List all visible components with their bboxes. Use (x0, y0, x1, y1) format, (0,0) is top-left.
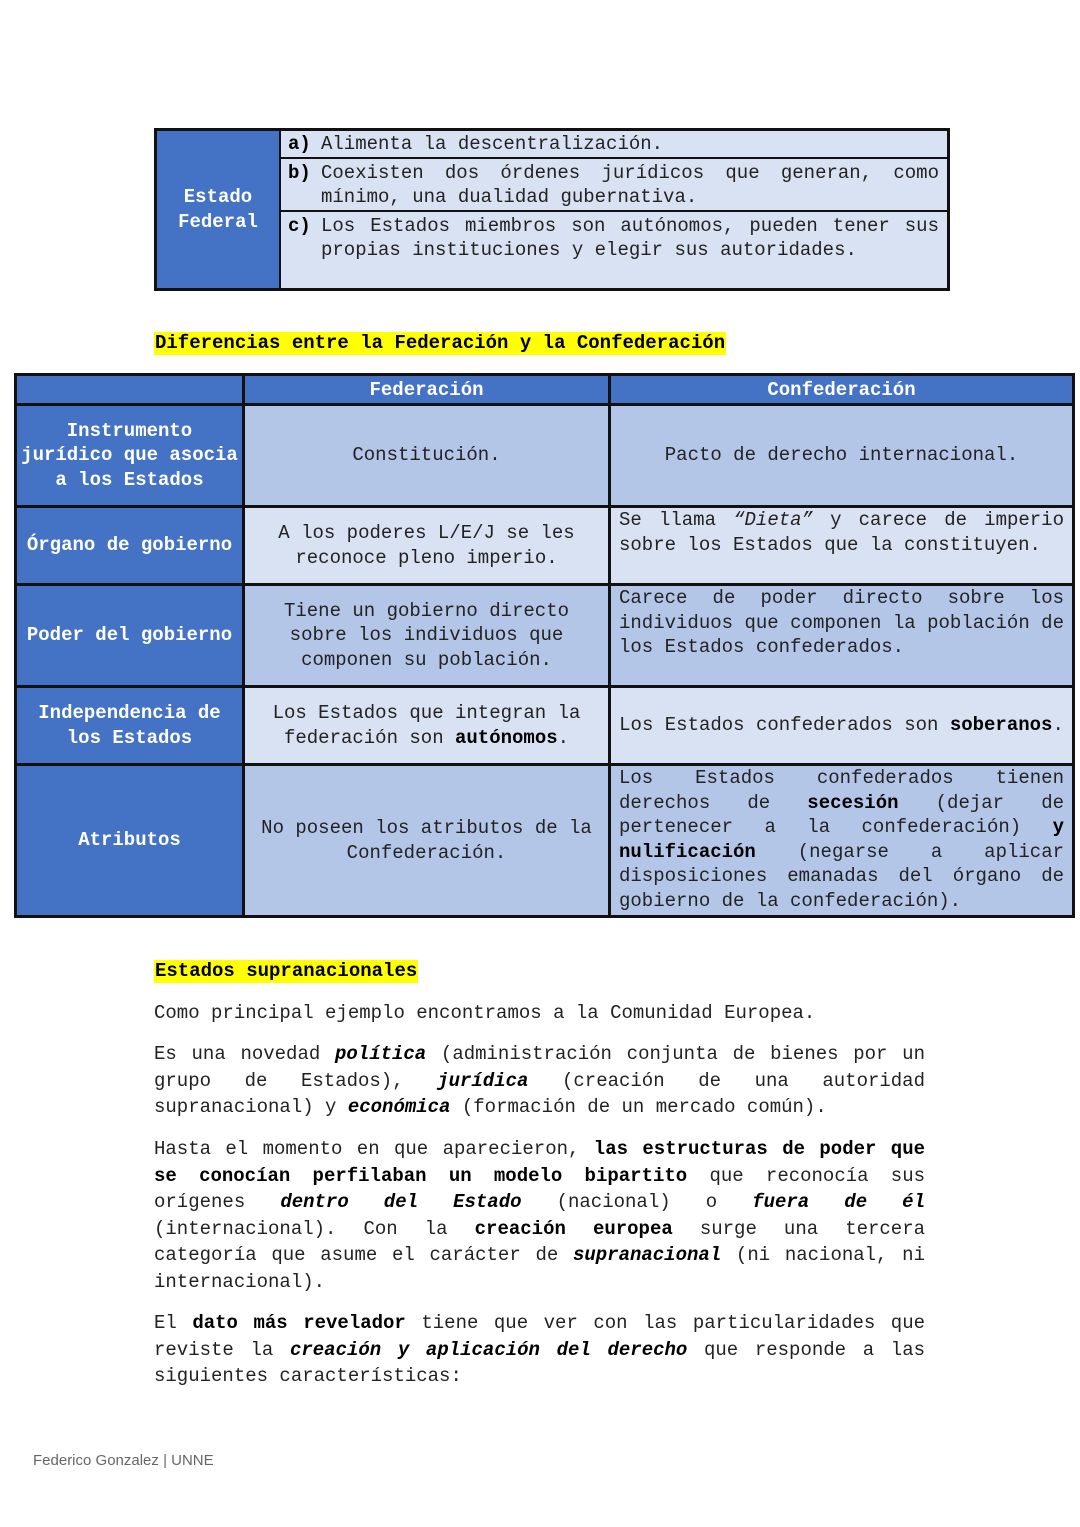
text-run-secesion: secesión (807, 791, 899, 814)
table-row (16, 585, 1074, 687)
supranacionales-heading: Estados supranacionales (155, 960, 418, 982)
text-run-fuera-de-el: fuera de él (752, 1191, 925, 1213)
federacion-cell: Tiene un gobierno directo sobre los individuos que componen su población. (244, 585, 610, 687)
estado-federal-header (156, 130, 281, 290)
text-run: . (1052, 714, 1064, 737)
confederacion-cell (610, 687, 1074, 765)
confederacion-cell (610, 765, 1074, 917)
text-run: y carece de imperio sobre los Estados que la constituyen. (619, 509, 1064, 556)
item-text: Los Estados miembros son autónomos, pueden tener sus propias instituciones y elegir sus autoridades. (321, 214, 939, 261)
federacion-cell: No poseen los atributos de la Confederación. (244, 765, 610, 917)
text-run: (nacional) o (521, 1191, 753, 1213)
text-run: surge una tercera categoría que asume el carácter de (154, 1217, 926, 1266)
row-label-atributos: Atributos (16, 765, 244, 917)
table-row (16, 507, 1074, 585)
text-run: (creación de una autoridad supranacional) y (154, 1069, 925, 1118)
text-run-economica: económica (347, 1096, 451, 1118)
table-row (16, 687, 1074, 765)
item-letter: a) (288, 133, 311, 155)
paragraph-3 (154, 1136, 925, 1295)
federacion-cell (244, 687, 610, 765)
text-run-creacion-derecho: creación y aplicación del derecho (289, 1338, 688, 1361)
text-run-nulificacion: nulificación (619, 840, 756, 863)
diferencias-heading: Diferencias entre la Federación y la Confederación (155, 332, 726, 354)
column-header-confederacion: Confederación (610, 375, 1074, 405)
estado-federal-table (154, 128, 950, 291)
text-run-estructuras: las estructuras de poder que se conocían perfilaban un modelo bipartito (154, 1138, 925, 1187)
confederacion-cell: Carece de poder directo sobre los individuos que componen la población de los Estados confederados. (610, 585, 1074, 687)
text-run: Hasta el momento en que aparecieron, (154, 1138, 594, 1160)
column-header-federacion: Federación (244, 375, 610, 405)
text-run-supranacional: supranacional (572, 1244, 722, 1266)
text-run-dato-revelador: dato más revelador (192, 1312, 406, 1334)
text-run-y: y (1052, 816, 1064, 838)
row-label-independencia: Independencia de los Estados (16, 687, 244, 765)
text-run: Es una novedad (154, 1043, 335, 1065)
text-run: Los Estados que integran la federación son (272, 702, 581, 749)
confederacion-cell: Pacto de derecho internacional. (610, 405, 1074, 507)
estado-federal-item-c (280, 211, 949, 290)
row-label-instrumento: Instrumento jurídico que asocia a los Estados (16, 405, 244, 507)
paragraph-1: Como principal ejemplo encontramos a la Comunidad Europea. (154, 1002, 816, 1024)
item-text: Coexisten dos órdenes jurídicos que generan, como mínimo, una dualidad gubernativa. (321, 161, 939, 208)
item-letter: c) (288, 214, 311, 237)
text-run: (dejar de pertenecer a la confederación) (619, 791, 1064, 838)
text-run: (negarse a aplicar disposiciones emanadas del órgano de gobierno de la confederación). (619, 840, 1064, 912)
text-run-juridica: jurídica (437, 1069, 529, 1092)
comparison-table (14, 373, 1075, 918)
table-row (16, 405, 1074, 507)
text-run: Los Estados confederados tienen derechos de (619, 767, 1064, 814)
text-run: (formación de un mercado común). (450, 1096, 827, 1118)
estado-federal-item-a (280, 130, 949, 158)
item-letter: b) (288, 161, 311, 184)
text-run: tiene que ver con las particularidades que reviste la (154, 1312, 926, 1361)
federacion-cell: Constitución. (244, 405, 610, 507)
row-label-organo: Órgano de gobierno (16, 507, 244, 585)
text-run: . (557, 726, 570, 749)
confederacion-cell (610, 507, 1074, 585)
text-run: Los Estados confederados son (619, 714, 950, 737)
federacion-cell: A los poderes L/E/J se les reconoce pleno imperio. (244, 507, 610, 585)
text-run: (internacional). Con la (154, 1217, 475, 1240)
estado-federal-item-b (280, 158, 949, 211)
text-run-soberanos: soberanos (949, 714, 1053, 737)
text-run: que reconocía sus orígenes (154, 1164, 925, 1213)
column-header-empty (16, 375, 244, 405)
paragraph-2 (154, 1041, 925, 1121)
text-run-politica: política (334, 1043, 427, 1065)
row-label-poder: Poder del gobierno (16, 585, 244, 687)
text-run-creacion-europea: creación europea (474, 1217, 673, 1240)
footer-author: Federico Gonzalez | UNNE (33, 1452, 214, 1469)
text-run-dentro-estado: dentro del Estado (280, 1191, 522, 1213)
item-text: Alimenta la descentralización. (321, 133, 664, 155)
text-run: que responde a las siguientes características: (154, 1338, 926, 1387)
table-row (16, 765, 1074, 917)
text-run: (ni nacional, ni internacional). (154, 1244, 925, 1293)
estado-federal-header-line1: Estado (183, 185, 253, 208)
paragraph-4 (154, 1310, 925, 1390)
text-run: (administración conjunta de bienes por un grupo de Estados), (154, 1043, 925, 1092)
estado-federal-header-line2: Federal (178, 210, 258, 233)
text-run: Se llama (619, 509, 734, 531)
text-run-autonomos: autónomos (455, 726, 558, 749)
text-run: El (154, 1312, 193, 1334)
text-run-dieta: “Dieta” (733, 509, 813, 531)
